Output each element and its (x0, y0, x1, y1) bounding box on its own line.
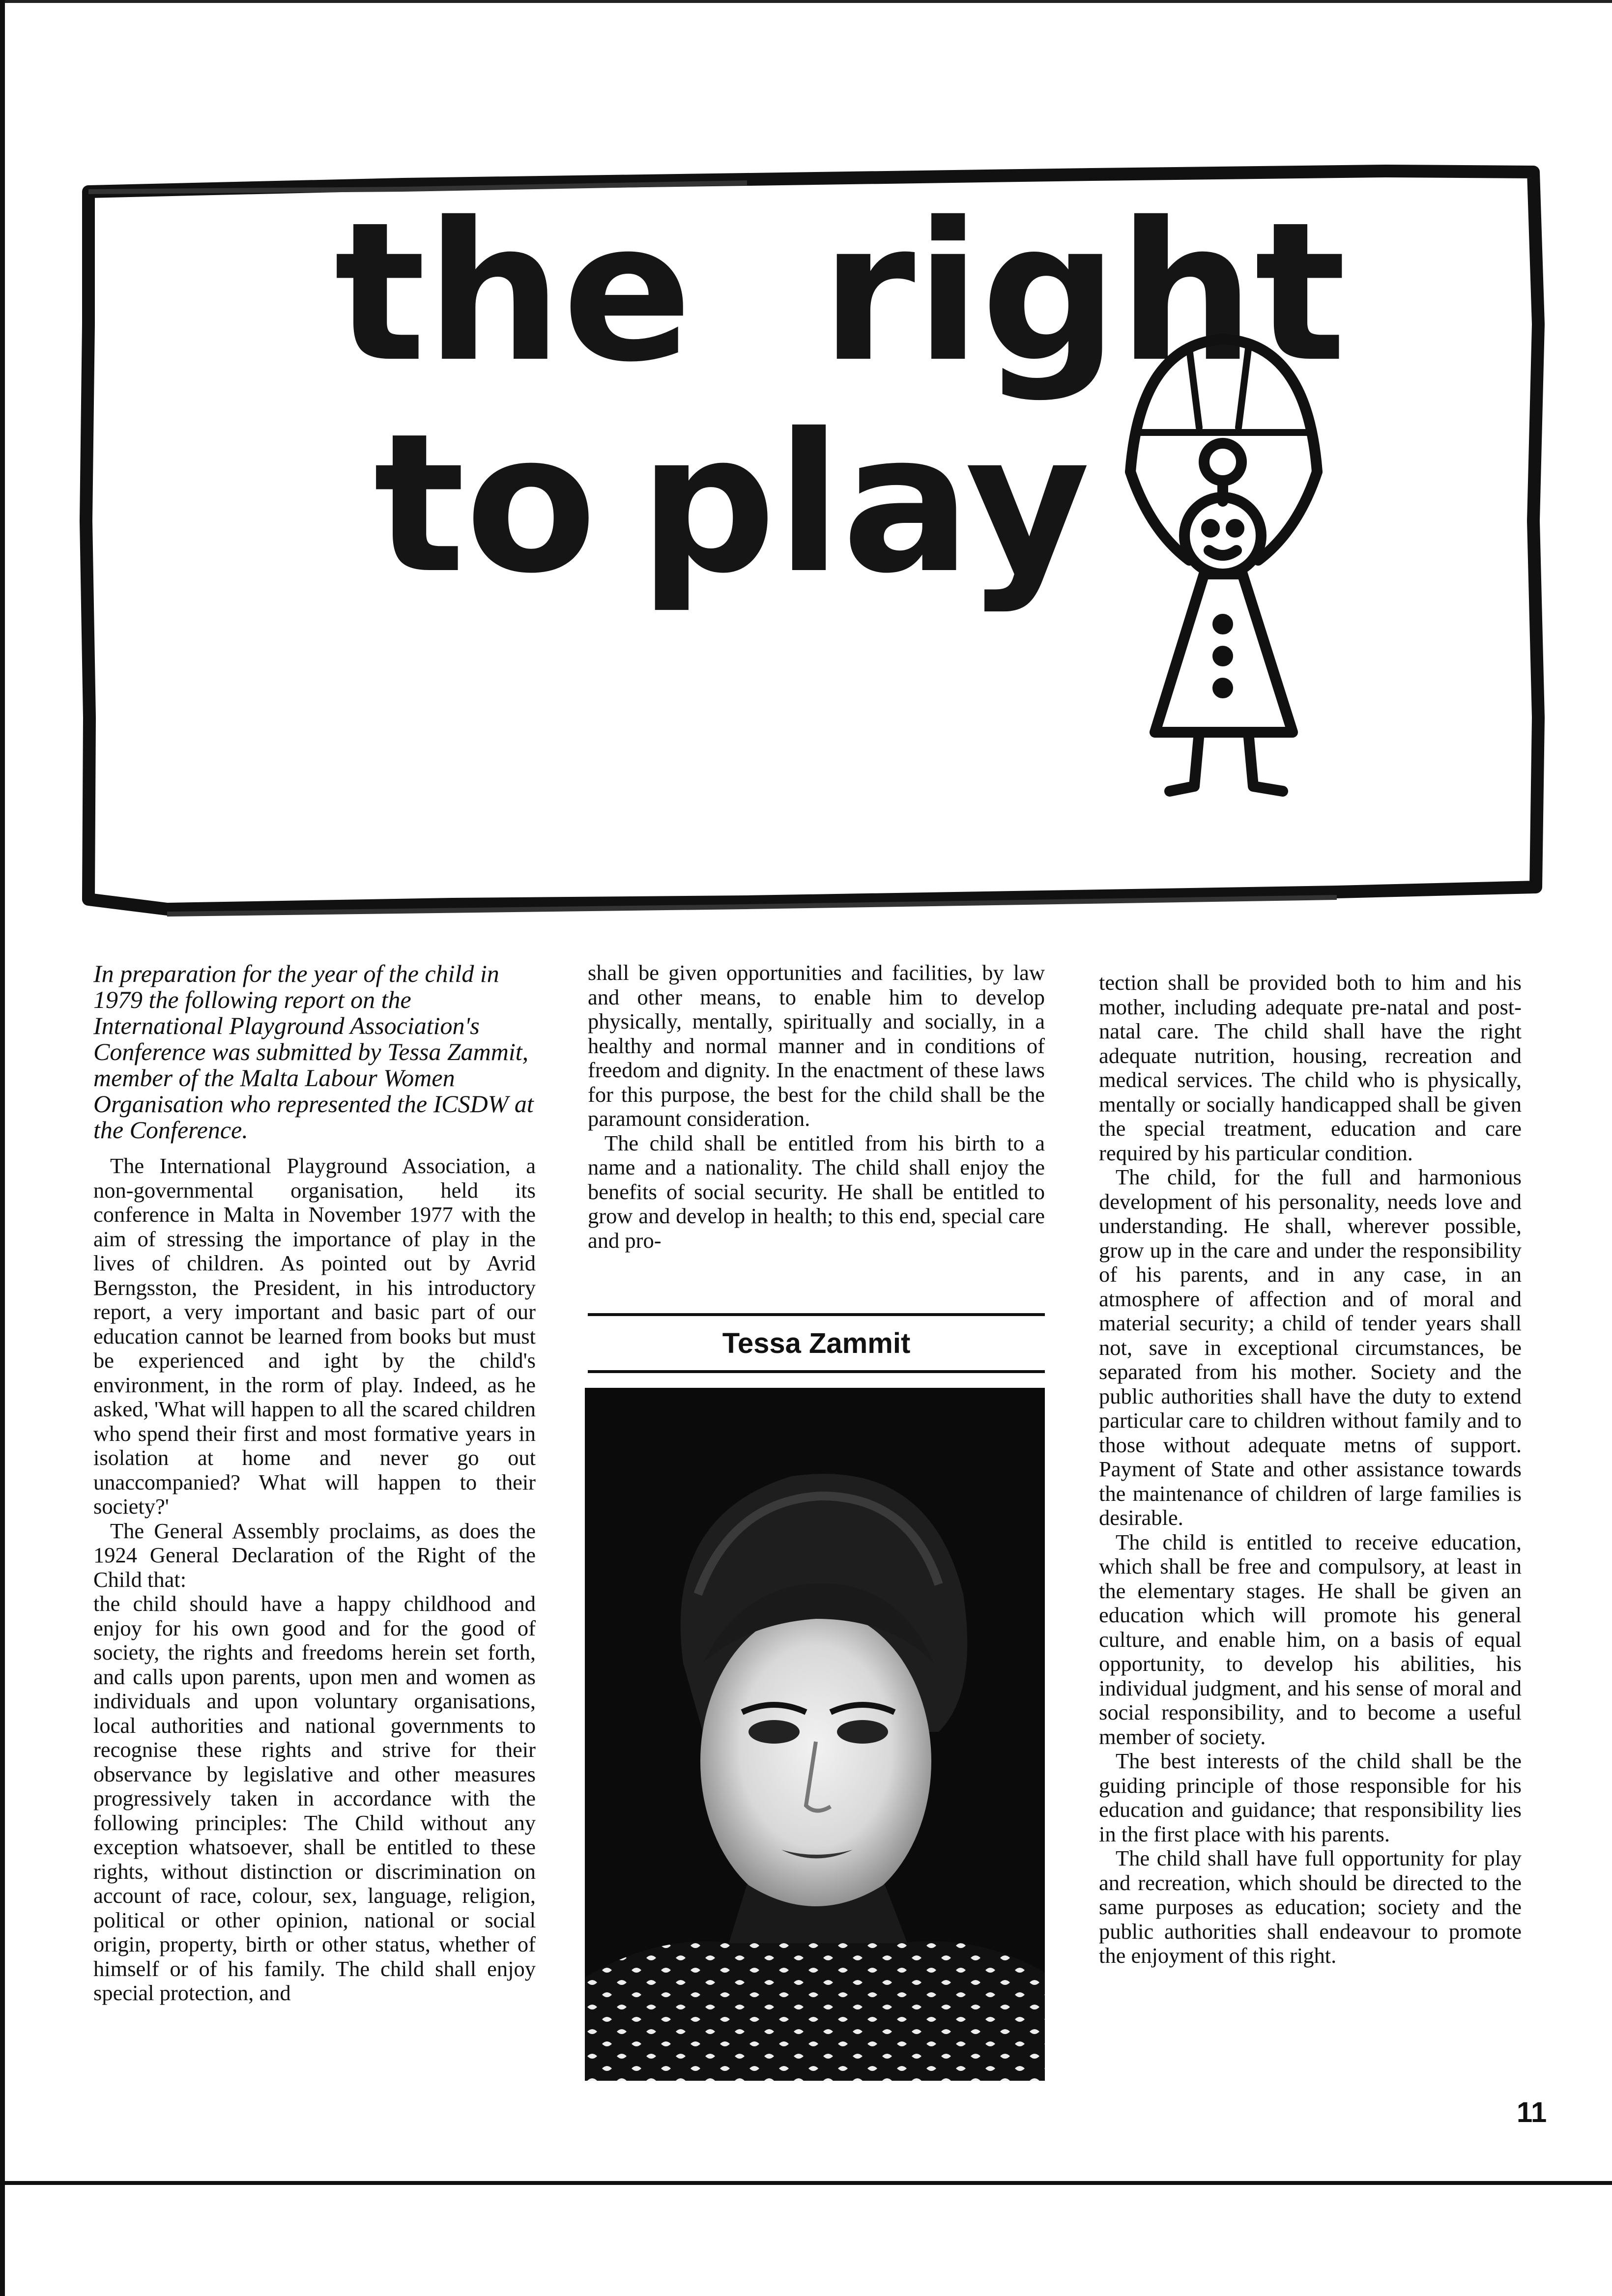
article-paragraph: tection shall be provided both to him and his mother, including adequate pre-natal and post-natal care. The child shall have the right adequate nutrition, housing, recreation and medical services. The child who is physically, mentally or socially handicapped shall be given the special treatment, education and care required by his particular condition. (1099, 970, 1522, 1165)
article-column-2 (588, 961, 1045, 1253)
article-paragraph: The International Playground Association, a non-governmental organisation, held its conference in Malta in November 1977 with the aim of stressing the importance of play in the lives of children. As pointed out by Avrid Berngsston, the President, in his introductory report, a very important and basic part of our education cannot be learned from books but must be experienced and ight by the child's environment, in the rorm of play. Indeed, as he asked, 'What will happen to all the scared children who spend their first and most formative years in isolation at home and never go out unaccompanied? What will happen to their society?' (93, 1153, 536, 1519)
author-byline: Tessa Zammit (722, 1327, 911, 1359)
article-paragraph: The child is entitled to receive education, which shall be free and compulsory, at least in the elementary stages. He shall be given an education which will promote his general culture, and enable him, on a basis of equal opportunity, to develop his abilities, his individual judgment, and his sense of moral and social responsibility, and to become a useful member of society. (1099, 1529, 1522, 1749)
article-paragraph: The child, for the full and harmonious development of his personality, needs love and understanding. He shall, wherever possible, grow up in the care and under the responsibility of his parents, and in any case, in an atmosphere of affection and of moral and material security; a child of tender years shall not, save in exceptional circumstances, be separated from his mother. Society and the public authorities shall have the duty to extend particular care to children without family and to those without adequate metns of support. Payment of State and other assistance towards the maintenance of children of large families is desirable. (1099, 1165, 1522, 1530)
page-top-border (0, 0, 1612, 3)
author-portrait-photo (585, 1388, 1045, 2081)
article-paragraph: shall be given opportunities and facilities, by law and other means, to enable him to develop physically, mentally, spiritually and socially, in a healthy and normal manner and in conditions of freedom and dignity. In the enactment of these laws for this purpose, the best for the child shall be the paramount consideration. (588, 960, 1045, 1131)
article-paragraph: The General Assembly proclaims, as does the 1924 General Declaration of the Right of the Child that: (93, 1518, 536, 1592)
title-word-the: the (334, 181, 692, 404)
child-figure-drawing (1130, 339, 1317, 791)
portrait-illustration (585, 1388, 1045, 2081)
title-word-right: right (821, 181, 1347, 404)
page-left-border (0, 0, 5, 2296)
intro-paragraph: In preparation for the year of the child in 1979 the following report on the International Playground Association's Conference was submitted by Tessa Zammit, member of the Malta Labour Women Organisation who represented the ICSDW at the Conference. (93, 960, 534, 1144)
title-banner (59, 128, 1587, 963)
article-paragraph: The child shall be entitled from his birth to a name and a nationality. The child shall enjoy the benefits of social security. He shall be entitled to grow and develop in health; to this end, special care and pro- (588, 1130, 1045, 1253)
title-word-to: to (374, 392, 597, 615)
article-column-3 (1099, 971, 1522, 1968)
article-paragraph: the child should have a happy childhood and enjoy for his own good and for the good of society, the rights and freedoms herein set forth, and calls upon parents, upon men and women as individuals and upon voluntary organisations, local authorities and national governments to recognise these rights and strive for their observance by legislative and other measures progressively taken in accordance with the following principles: The Child without any exception whatsoever, shall be entitled to these rights, without distinction or discrimination on account of race, colour, sex, language, religion, political or other opinion, national or social origin, property, birth or other status, whether of himself or of his family. The child shall enjoy special protection, and (93, 1591, 536, 2005)
article-paragraph: The child shall have full opportunity for play and recreation, which should be directed to the same purposes as education; society and the public authorities shall endeavour to promote the enjoyment of this right. (1099, 1846, 1522, 1968)
page-number: 11 (1517, 2096, 1547, 2128)
page-bottom-border (0, 2181, 1612, 2185)
article-column-1 (93, 961, 536, 2006)
article-paragraph: The best interests of the child shall be the guiding principle of those responsible for his education and guidance; that responsibility lies in the first place with his parents. (1099, 1749, 1522, 1846)
title-word-play: play (639, 392, 1091, 615)
byline-box (588, 1313, 1045, 1373)
